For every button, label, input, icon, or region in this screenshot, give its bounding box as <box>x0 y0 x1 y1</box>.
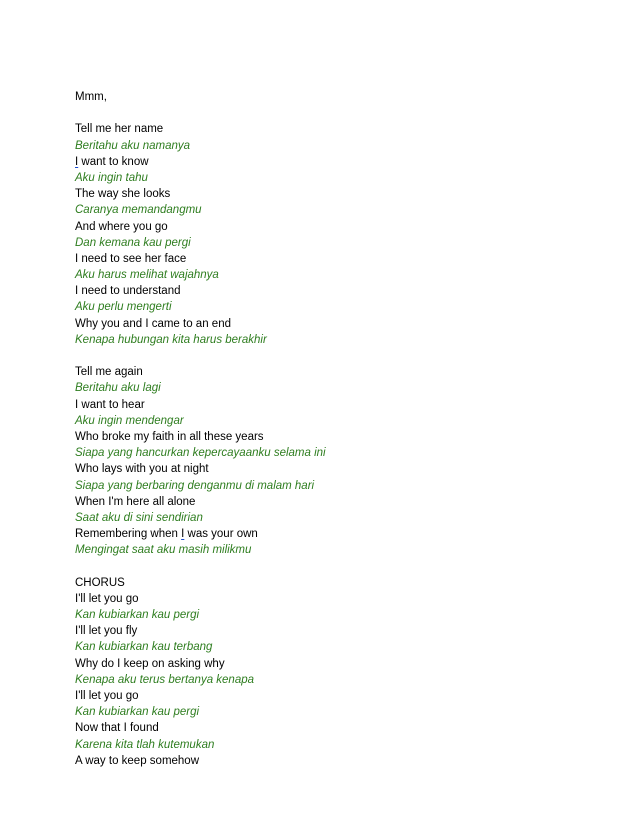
stanza-break <box>75 105 595 121</box>
lyric-line-translation: Siapa yang hancurkan kepercayaanku selama ini <box>75 447 326 460</box>
lyric-line-english: Now that I found <box>75 722 159 735</box>
lyric-line-translation: Aku harus melihat wajahnya <box>75 269 219 282</box>
stanza-break <box>75 558 595 574</box>
lyric-line-translation: Aku ingin mendengar <box>75 414 184 427</box>
lyric-line-translation: Kan kubiarkan kau terbang <box>75 641 213 654</box>
lyric-line-translation: Kenapa hubungan kita harus berakhir <box>75 333 267 346</box>
lyric-line-translation: Siapa yang berbaring denganmu di malam hari <box>75 479 315 492</box>
lyric-line-english: And where you go <box>75 220 168 233</box>
lyric-line-english: Why you and I came to an end <box>75 317 231 330</box>
lyric-line-english: The way she looks <box>75 188 171 201</box>
lyric-line-english: Tell me her name <box>75 123 164 136</box>
lyric-line-english: Who lays with you at night <box>75 463 209 476</box>
lyric-line-english: I'll let you fly <box>75 625 138 638</box>
lyric-line-english: A way to keep somehow <box>75 754 200 767</box>
lyric-line-english <box>75 526 595 542</box>
lyric-line-english: When I'm here all alone <box>75 495 196 508</box>
lyric-line-translation: Kan kubiarkan kau pergi <box>75 706 200 719</box>
stanza-break <box>75 348 595 364</box>
lyric-line-english: Who broke my faith in all these years <box>75 430 264 443</box>
lyric-line-english: I'll let you go <box>75 689 139 702</box>
lyric-line-translation: Beritahu aku lagi <box>75 382 161 395</box>
lyric-line-translation: Aku perlu mengerti <box>75 301 172 314</box>
lyric-line-english: Why do I keep on asking why <box>75 657 225 670</box>
lyric-text: Remembering when <box>75 528 182 541</box>
lyric-line-english: I need to understand <box>75 285 181 298</box>
lyric-line-translation: Caranya memandangmu <box>75 204 202 217</box>
lyric-line-english <box>75 154 595 170</box>
lyric-line-translation: Kenapa aku terus bertanya kenapa <box>75 673 255 686</box>
lyric-line-english: Tell me again <box>75 366 143 379</box>
lyric-line-english: I'll let you go <box>75 592 139 605</box>
lyrics-body <box>75 89 595 769</box>
lyric-line-translation: Beritahu aku namanya <box>75 139 191 152</box>
lyric-line-english: CHORUS <box>75 576 125 589</box>
lyric-text: was your own <box>184 528 258 541</box>
lyric-line-translation: Karena kita tlah kutemukan <box>75 738 215 751</box>
lyric-line-english: I need to see her face <box>75 252 187 265</box>
lyric-line-english: Mmm, <box>75 91 107 103</box>
lyric-line-translation: Dan kemana kau pergi <box>75 236 191 249</box>
lyric-line-translation: Mengingat saat aku masih milikmu <box>75 544 252 557</box>
underlined-word: I <box>181 528 185 541</box>
lyric-line-translation: Saat aku di sini sendirian <box>75 511 203 524</box>
underlined-word: I <box>75 155 79 168</box>
lyric-line-english: I want to hear <box>75 398 145 411</box>
lyric-line-translation: Kan kubiarkan kau pergi <box>75 609 200 621</box>
lyric-text: want to know <box>78 155 149 168</box>
lyric-line-translation: Aku ingin tahu <box>75 171 148 184</box>
